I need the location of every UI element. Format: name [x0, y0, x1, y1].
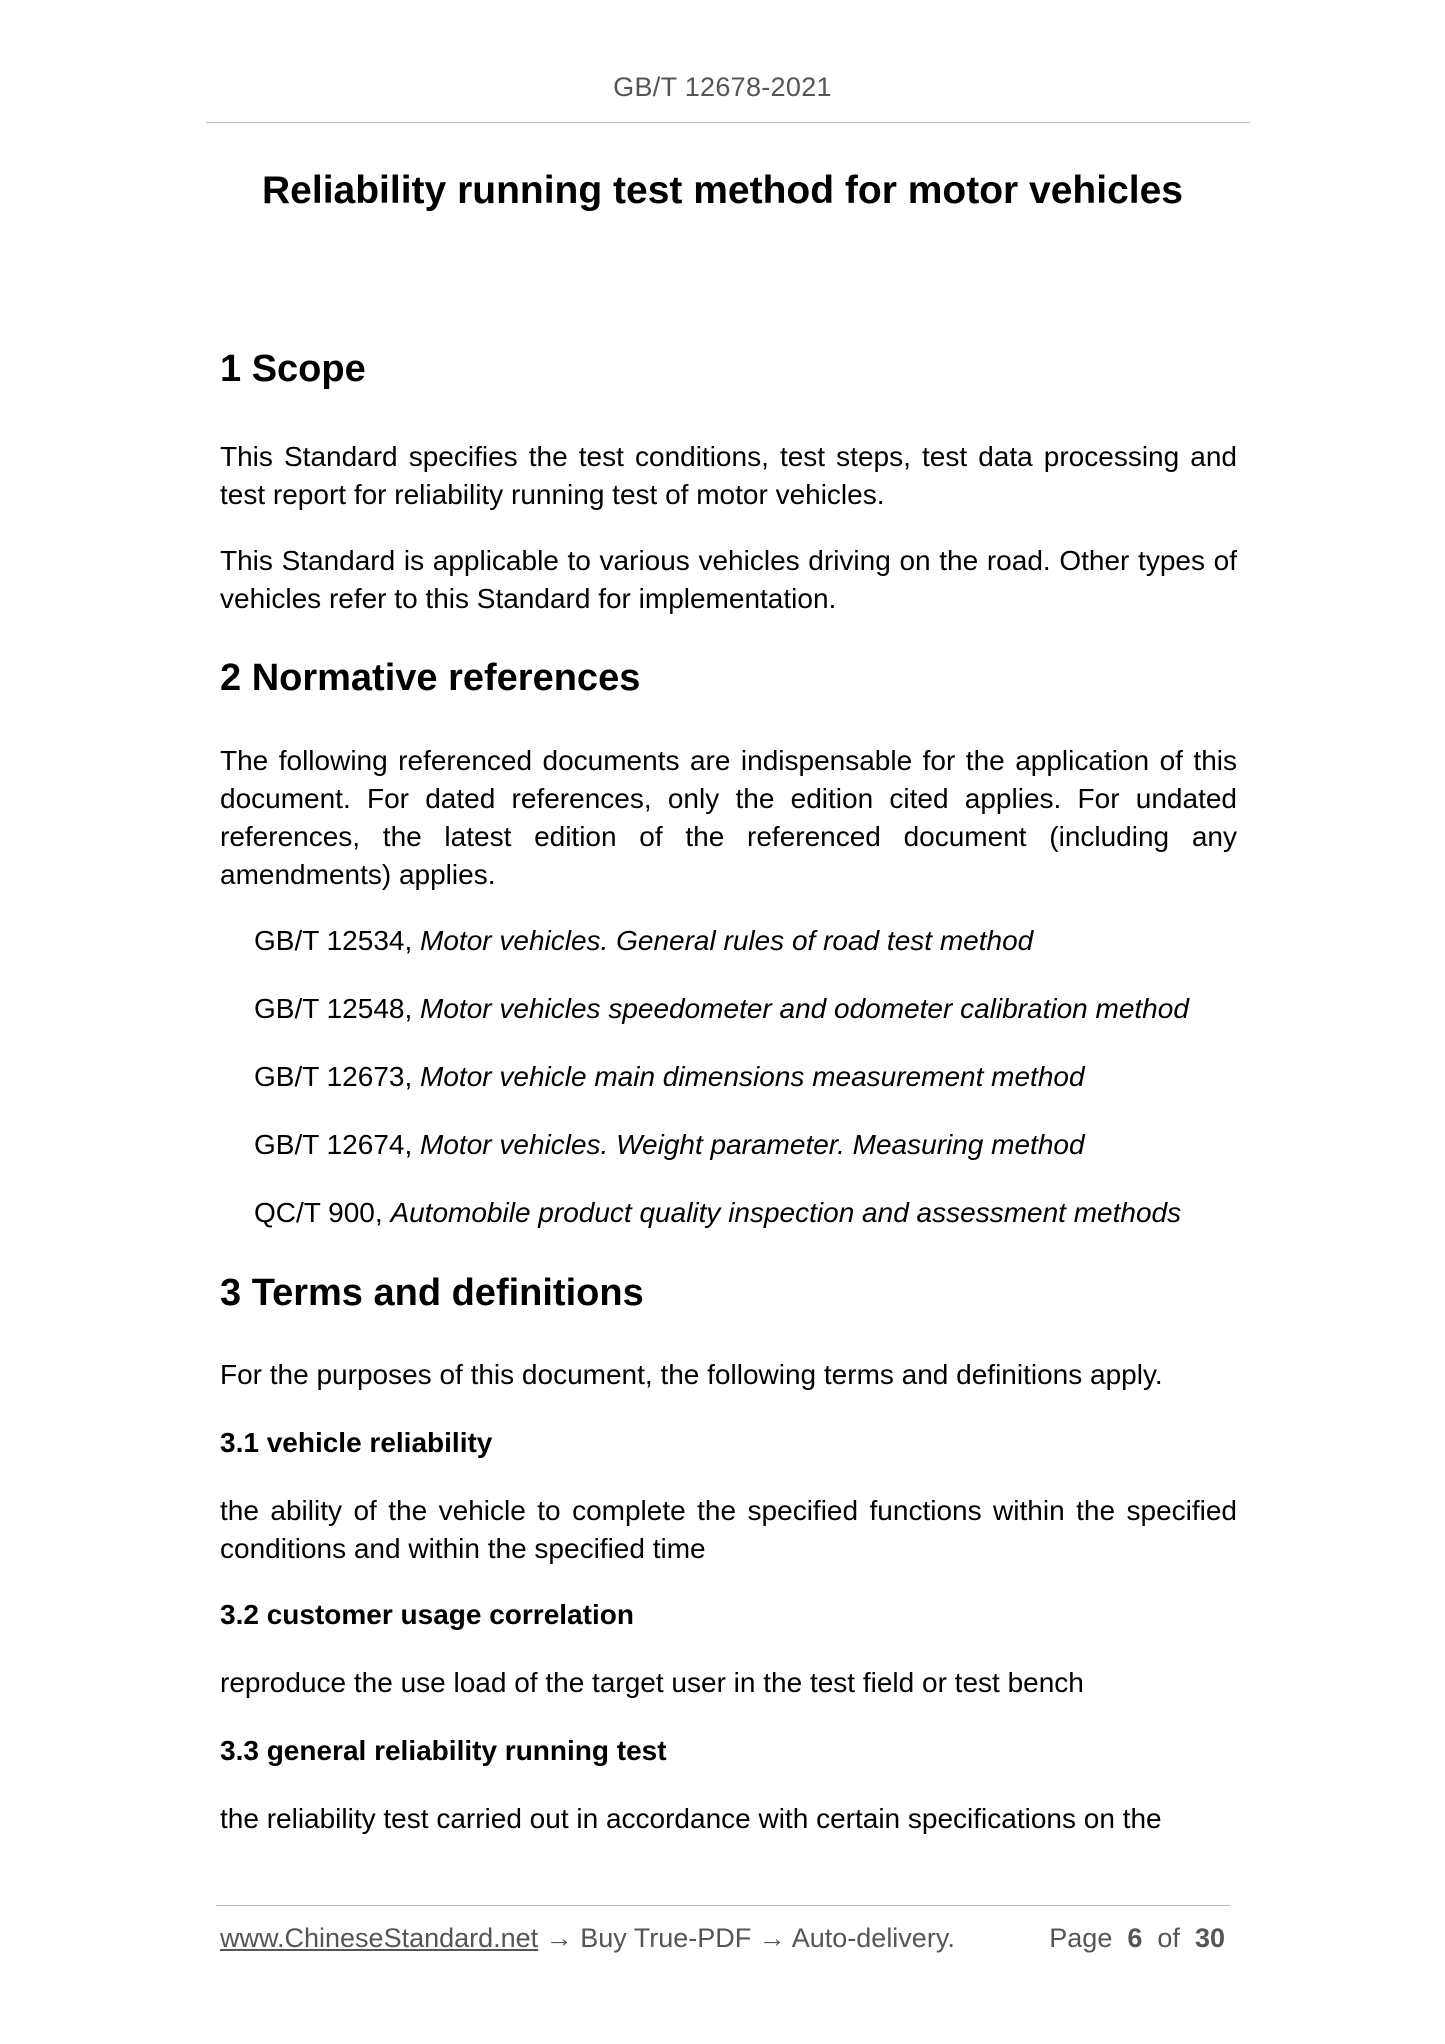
- site-link[interactable]: www.ChineseStandard.net: [220, 1923, 539, 1953]
- footer-promo-text: → Buy True-PDF → Auto-delivery.: [538, 1923, 955, 1953]
- reference-code: GB/T 12673,: [254, 1060, 421, 1092]
- section-heading-terms-and-definitions: 3 Terms and definitions: [220, 1271, 644, 1314]
- reference-item: [254, 1194, 1237, 1232]
- reference-item: [254, 990, 1237, 1028]
- page-label: Page: [1049, 1923, 1113, 1953]
- page-total: 30: [1194, 1923, 1225, 1953]
- reference-title: Motor vehicles. Weight parameter. Measuring method: [420, 1128, 1085, 1160]
- reference-list: [220, 922, 1237, 1232]
- section-heading-normative-references: 2 Normative references: [220, 657, 641, 700]
- reference-code: GB/T 12548,: [254, 992, 421, 1024]
- reference-code: GB/T 12534,: [254, 924, 421, 956]
- term-definition: reproduce the use load of the target user in the test field or test bench: [220, 1667, 1084, 1699]
- footer-divider: [216, 1905, 1230, 1906]
- reference-item: [254, 922, 1237, 960]
- reference-code: QC/T 900,: [254, 1196, 391, 1228]
- reference-title: Motor vehicle main dimensions measurement method: [420, 1060, 1085, 1092]
- footer-promo-line: [220, 1923, 955, 1954]
- term-definition: the ability of the vehicle to complete the specified functions within the specified conditions and within the specified time: [220, 1495, 1237, 1565]
- reference-title: Motor vehicles. General rules of road test method: [420, 924, 1034, 956]
- term-definition: the reliability test carried out in accordance with certain specifications on the: [220, 1803, 1162, 1835]
- reference-title: Automobile product quality inspection and assessment methods: [390, 1196, 1182, 1228]
- term-heading: 3.2 customer usage correlation: [220, 1599, 634, 1631]
- terms-intro: For the purposes of this document, the following terms and definitions apply.: [220, 1359, 1163, 1391]
- reference-code: GB/T 12674,: [254, 1128, 421, 1160]
- page-of-label: of: [1157, 1923, 1180, 1953]
- scope-paragraph-2: This Standard is applicable to various vehicles driving on the road. Other types of vehicles refer to this Standard for implementation.: [220, 545, 1237, 615]
- header-divider: [206, 122, 1250, 123]
- page-footer: [220, 1923, 1225, 1954]
- document-title: Reliability running test method for motor vehicles: [262, 169, 1183, 212]
- page-indicator: [1049, 1923, 1225, 1954]
- header-standard-code: GB/T 12678-2021: [613, 72, 832, 102]
- reference-item: [254, 1058, 1237, 1096]
- term-heading: 3.3 general reliability running test: [220, 1735, 667, 1767]
- page-current: 6: [1127, 1923, 1143, 1953]
- scope-paragraph-1: This Standard specifies the test conditions, test steps, test data processing and test report for reliability running test of motor vehicles.: [220, 441, 1237, 511]
- document-body: [220, 345, 1237, 1838]
- term-heading: 3.1 vehicle reliability: [220, 1427, 493, 1459]
- section-heading-scope: 1 Scope: [220, 348, 366, 390]
- reference-title: Motor vehicles speedometer and odometer calibration method: [420, 992, 1189, 1024]
- normative-references-intro: The following referenced documents are indispensable for the application of this document. For dated references, only the edition cited applies. For undated references, the latest edition of the referenced document (including any amendments) applies.: [220, 744, 1237, 890]
- reference-item: [254, 1126, 1237, 1164]
